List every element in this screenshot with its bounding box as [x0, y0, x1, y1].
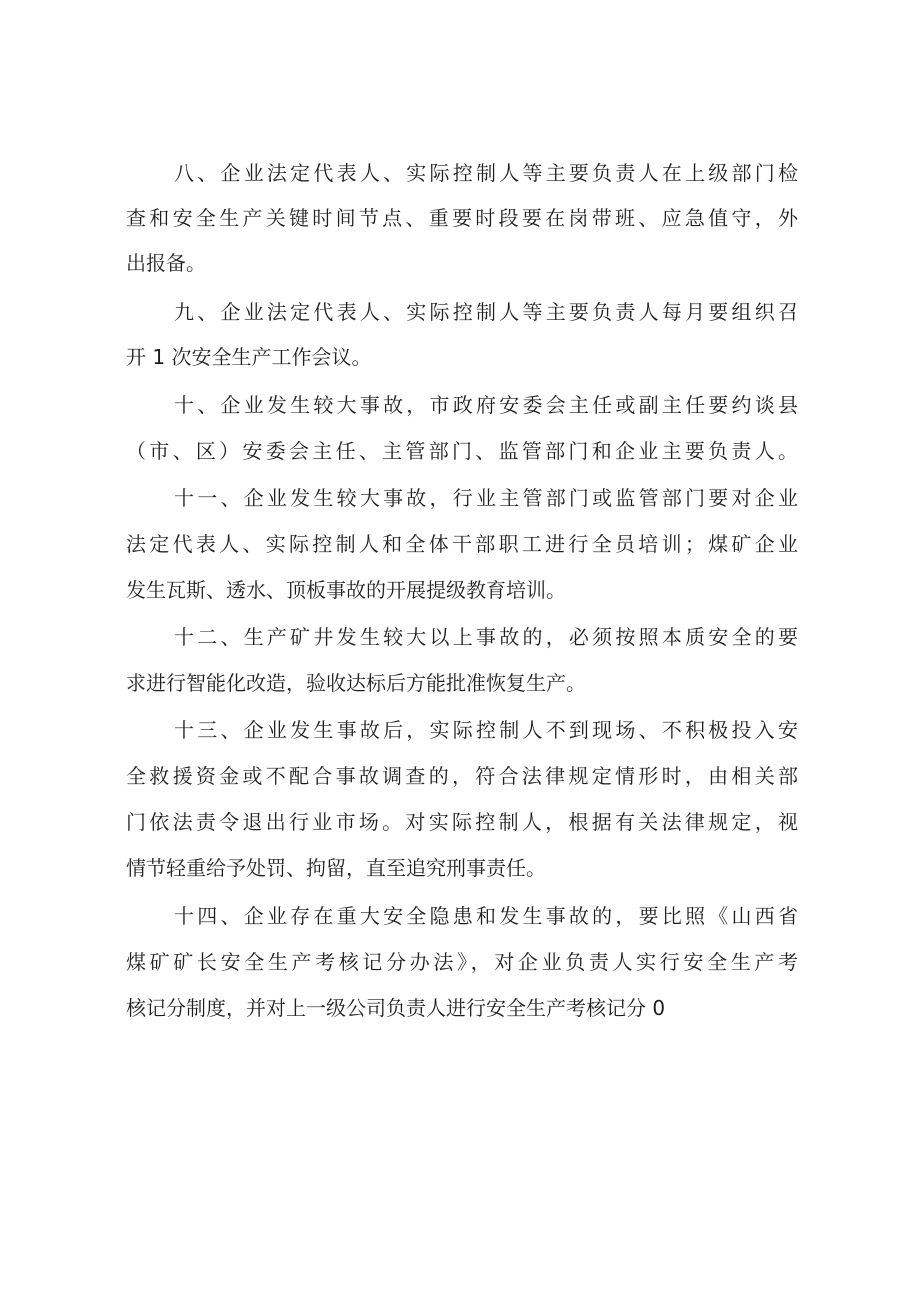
paragraph-8-line-3: 出报备。 [126, 251, 206, 275]
paragraph-9-line-2: 开 1 次安全生产工作会议。 [126, 345, 372, 369]
paragraph-11-line-1: 十一、企业发生较大事故，行业主管部门或监管部门要对企业 [174, 486, 798, 510]
paragraph-13-line-1: 十三、企业发生事故后，实际控制人不到现场、不积极投入安 [174, 718, 798, 742]
paragraph-13-line-3: 门依法责令退出行业市场。对实际控制人，根据有关法律规定，视 [126, 810, 798, 834]
paragraph-14-line-2: 煤矿矿长安全生产考核记分办法》，对企业负责人实行安全生产考 [126, 950, 798, 974]
paragraph-11-line-2: 法定代表人、实际控制人和全体干部职工进行全员培训；煤矿企业 [126, 532, 798, 556]
paragraph-14-line-3: 核记分制度，并对上一级公司负责人进行安全生产考核记分 0 [126, 996, 666, 1020]
paragraph-12-line-1: 十二、生产矿井发生较大以上事故的，必须按照本质安全的要 [174, 625, 798, 649]
paragraph-8-line-2: 查和安全生产关键时间节点、重要时段要在岗带班、应急值守，外 [126, 206, 798, 230]
paragraph-12-line-2: 求进行智能化改造，验收达标后方能批准恢复生产。 [126, 671, 586, 695]
paragraph-8-line-1: 八、企业法定代表人、实际控制人等主要负责人在上级部门检 [174, 161, 798, 185]
paragraph-9-line-1: 九、企业法定代表人、实际控制人等主要负责人每月要组织召 [174, 300, 798, 324]
paragraph-13-line-2: 全救援资金或不配合事故调查的，符合法律规定情形时，由相关部 [126, 764, 798, 788]
paragraph-14-line-1: 十四、企业存在重大安全隐患和发生事故的，要比照《山西省 [174, 904, 798, 928]
paragraph-10-line-1: 十、企业发生较大事故，市政府安委会主任或副主任要约谈县 [174, 393, 798, 417]
paragraph-13-line-4: 情节轻重给予处罚、拘留，直至追究刑事责任。 [126, 856, 546, 880]
paragraph-10-line-2: （市、区）安委会主任、主管部门、监管部门和企业主要负责人。 [126, 439, 798, 463]
paragraph-11-line-3: 发生瓦斯、透水、顶板事故的开展提级教育培训。 [126, 578, 566, 602]
